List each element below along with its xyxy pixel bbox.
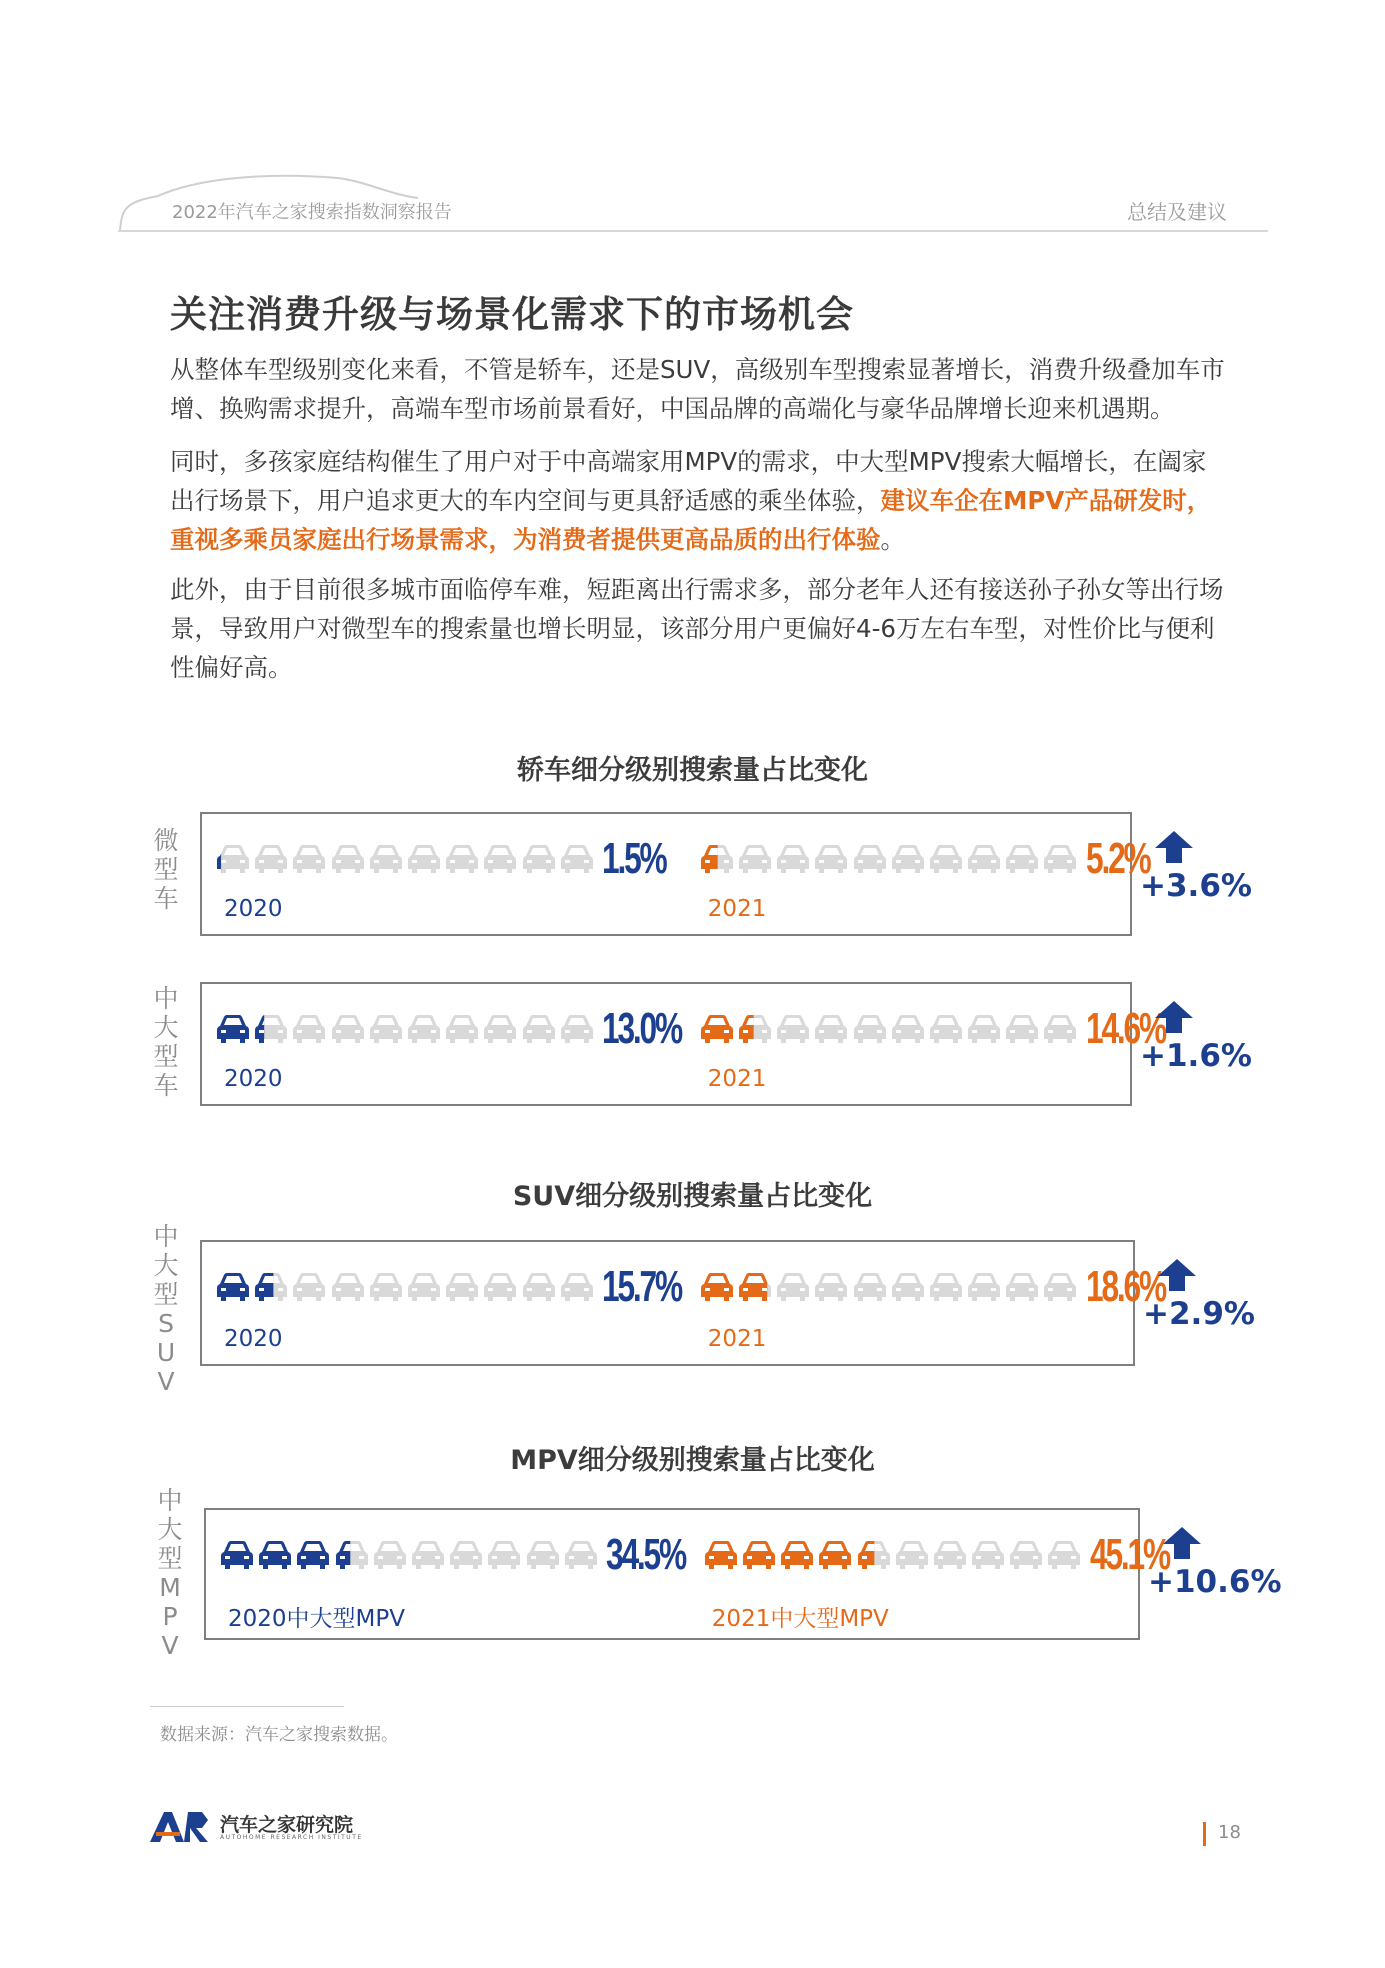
car-icon <box>292 1012 326 1046</box>
car-icon <box>1009 1538 1043 1572</box>
car-icon <box>814 1012 848 1046</box>
car-icon <box>560 1012 594 1046</box>
car-icon <box>967 842 1001 876</box>
value-label: 15.7% <box>601 1262 681 1311</box>
car-icon <box>891 1270 925 1304</box>
row-label-char: 大 <box>153 1013 179 1042</box>
car-icon <box>522 1270 556 1304</box>
car-icon <box>254 842 288 876</box>
row-label-char: 大 <box>153 1251 179 1280</box>
car-icon <box>216 842 250 876</box>
car-icon <box>853 1270 887 1304</box>
page-number-bar <box>1203 1822 1206 1846</box>
car-icon <box>967 1012 1001 1046</box>
arrow-up-icon <box>1154 1000 1194 1034</box>
car-icon <box>483 1012 517 1046</box>
row-label-char: V <box>161 1631 179 1660</box>
car-icon <box>929 1270 963 1304</box>
car-icon <box>971 1538 1005 1572</box>
report-title: 2022年汽车之家搜索指数洞察报告 <box>172 202 452 223</box>
autohome-logo-icon <box>150 1810 216 1844</box>
value-label: 34.5% <box>605 1530 685 1579</box>
car-icon <box>776 1270 810 1304</box>
arrow-up-icon <box>1157 1258 1197 1292</box>
row-label-char: 车 <box>153 1071 179 1100</box>
car-icon <box>522 842 556 876</box>
car-icon <box>1043 1012 1077 1046</box>
car-icon <box>483 842 517 876</box>
row-label <box>146 984 186 1100</box>
mpv-chart-title: MPV细分级别搜索量占比变化 <box>510 1445 875 1476</box>
value-label: 14.6% <box>1085 1004 1165 1053</box>
car-icon <box>369 1012 403 1046</box>
car-icon <box>292 1270 326 1304</box>
row-label <box>146 1222 186 1396</box>
row-label-char: 大 <box>157 1515 183 1544</box>
car-icon <box>857 1538 891 1572</box>
car-icon <box>407 1270 441 1304</box>
chart-box <box>200 982 1165 1106</box>
car-icon <box>483 1270 517 1304</box>
car-icon <box>216 1012 250 1046</box>
row-label-char: 微 <box>153 826 179 855</box>
value-label: 18.6% <box>1085 1262 1165 1311</box>
car-icon <box>891 1012 925 1046</box>
row-label-char: 车 <box>153 884 179 913</box>
page-title: 关注消费升级与场景化需求下的市场机会 <box>170 293 854 336</box>
category-label: 2021 <box>707 896 767 922</box>
car-icon <box>411 1538 445 1572</box>
car-icon <box>564 1538 598 1572</box>
car-icon <box>258 1538 292 1572</box>
paragraph-3: 此外，由于目前很多城市面临停车难，短距离出行需求多，部分老年人还有接送孙子孙女等出行场景，导致用户对微型车的搜索量也增长明显，该部分用户更偏好4-6万左右车型，对性价比与便利性偏好高。 <box>170 575 1224 682</box>
car-icon <box>445 1270 479 1304</box>
category-label: 2020 <box>224 896 283 922</box>
car-icon <box>929 1012 963 1046</box>
car-icon <box>738 1270 772 1304</box>
row-label-char: 型 <box>153 1280 179 1309</box>
row-label-char: 型 <box>157 1544 183 1573</box>
icon-row-2021 <box>700 842 1078 876</box>
paragraph-2 <box>170 442 1230 559</box>
header-divider <box>118 230 1268 232</box>
car-icon <box>1005 842 1039 876</box>
row-label-char: U <box>156 1338 176 1367</box>
car-icon <box>742 1538 776 1572</box>
car-icon <box>445 842 479 876</box>
category-label: 2021 <box>707 1066 767 1092</box>
source-divider <box>150 1706 344 1707</box>
car-icon <box>445 1012 479 1046</box>
car-icon <box>1043 842 1077 876</box>
paragraph-2-text: 同时，多孩家庭结构催生了用户对于中高端家用MPV的需求，中大型MPV搜索大幅增长，在阖家出行场景下，用户追求更大的车内空间与更具舒适感的乘坐体验， <box>170 447 1207 515</box>
car-icon <box>967 1270 1001 1304</box>
icon-row-2020中大型MPV <box>220 1538 598 1572</box>
arrow-up-icon <box>1154 830 1194 864</box>
car-icon <box>780 1538 814 1572</box>
car-icon <box>1005 1012 1039 1046</box>
car-icon <box>814 1270 848 1304</box>
car-icon <box>933 1538 967 1572</box>
data-source: 数据来源：汽车之家搜索数据。 <box>160 1725 398 1745</box>
car-icon <box>335 1538 369 1572</box>
car-icon <box>738 842 772 876</box>
car-icon <box>526 1538 560 1572</box>
car-icon <box>331 842 365 876</box>
logo-text-cn: 汽车之家研究院 <box>220 1814 354 1836</box>
car-icon <box>296 1538 330 1572</box>
car-icon <box>700 1012 734 1046</box>
icon-row-2021中大型MPV <box>704 1538 1082 1572</box>
category-label: 2020 <box>224 1326 283 1352</box>
change-label: +2.9% <box>1143 1296 1255 1332</box>
car-icon <box>929 842 963 876</box>
car-icon <box>487 1538 521 1572</box>
car-icon <box>407 842 441 876</box>
row-label-char: P <box>162 1602 178 1631</box>
car-icon <box>331 1270 365 1304</box>
car-icon <box>560 842 594 876</box>
sedan-chart-title: 轿车细分级别搜索量占比变化 <box>517 755 868 786</box>
icon-row-2021 <box>700 1270 1078 1304</box>
chart-box <box>200 1240 1165 1366</box>
value-label: 5.2% <box>1085 834 1150 883</box>
car-icon <box>700 842 734 876</box>
row-label <box>146 826 186 913</box>
chart-box <box>200 812 1150 936</box>
suv-chart-title: SUV细分级别搜索量占比变化 <box>512 1181 873 1212</box>
icon-row-2020 <box>216 1270 594 1304</box>
car-icon <box>1005 1270 1039 1304</box>
chart-box <box>204 1508 1169 1640</box>
car-icon <box>776 842 810 876</box>
row-label <box>150 1486 190 1660</box>
car-icon <box>369 1270 403 1304</box>
value-label: 13.0% <box>601 1004 681 1053</box>
car-icon <box>216 1270 250 1304</box>
arrow-up-icon <box>1162 1526 1202 1560</box>
change-label: +3.6% <box>1140 868 1252 904</box>
row-label-char: 型 <box>153 855 179 884</box>
icon-row-2021 <box>700 1012 1078 1046</box>
car-icon <box>776 1012 810 1046</box>
car-icon <box>738 1012 772 1046</box>
category-label: 2020 <box>224 1066 283 1092</box>
car-icon <box>560 1270 594 1304</box>
car-icon <box>373 1538 407 1572</box>
change-label: +10.6% <box>1148 1564 1282 1600</box>
section-name: 总结及建议 <box>1127 200 1227 224</box>
car-icon <box>1047 1538 1081 1572</box>
logo-text-en: AUTOHOME RESEARCH INSTITUTE <box>220 1834 363 1841</box>
paragraph-2-highlight: 建议车企在MPV产品研发时，重视多乘员家庭出行场景需求，为消费者提供更高品质的出行体验 <box>170 486 1212 554</box>
category-label: 2021 <box>707 1326 767 1352</box>
paragraph-2-end: 。 <box>880 525 905 554</box>
car-icon <box>853 1012 887 1046</box>
car-icon <box>853 842 887 876</box>
car-icon <box>522 1012 556 1046</box>
car-icon <box>254 1012 288 1046</box>
value-label: 45.1% <box>1089 1530 1169 1579</box>
car-icon <box>818 1538 852 1572</box>
car-icon <box>254 1270 288 1304</box>
row-label-char: S <box>158 1309 174 1338</box>
car-icon <box>331 1012 365 1046</box>
row-label-char: M <box>159 1573 181 1602</box>
icon-row-2020 <box>216 842 594 876</box>
change-label: +1.6% <box>1140 1038 1252 1074</box>
car-icon <box>814 842 848 876</box>
car-icon <box>1043 1270 1077 1304</box>
category-label: 2021中大型MPV <box>711 1606 889 1632</box>
car-icon <box>891 842 925 876</box>
car-icon <box>700 1270 734 1304</box>
car-icon <box>449 1538 483 1572</box>
category-label: 2020中大型MPV <box>228 1606 405 1632</box>
page-number: 18 <box>1218 1822 1241 1843</box>
car-icon <box>407 1012 441 1046</box>
value-label: 1.5% <box>601 834 666 883</box>
car-icon <box>220 1538 254 1572</box>
car-icon <box>369 842 403 876</box>
row-label-char: 中 <box>153 984 179 1013</box>
row-label-char: V <box>157 1367 175 1396</box>
car-icon <box>704 1538 738 1572</box>
row-label-char: 中 <box>153 1222 179 1251</box>
car-icon <box>895 1538 929 1572</box>
row-label-char: 中 <box>157 1486 183 1515</box>
icon-row-2020 <box>216 1012 594 1046</box>
paragraph-1: 从整体车型级别变化来看，不管是轿车，还是SUV，高级别车型搜索显著增长，消费升级叠加车市增、换购需求提升，高端车型市场前景看好，中国品牌的高端化与豪华品牌增长迎来机遇期。 <box>170 355 1225 423</box>
car-icon <box>292 842 326 876</box>
row-label-char: 型 <box>153 1042 179 1071</box>
